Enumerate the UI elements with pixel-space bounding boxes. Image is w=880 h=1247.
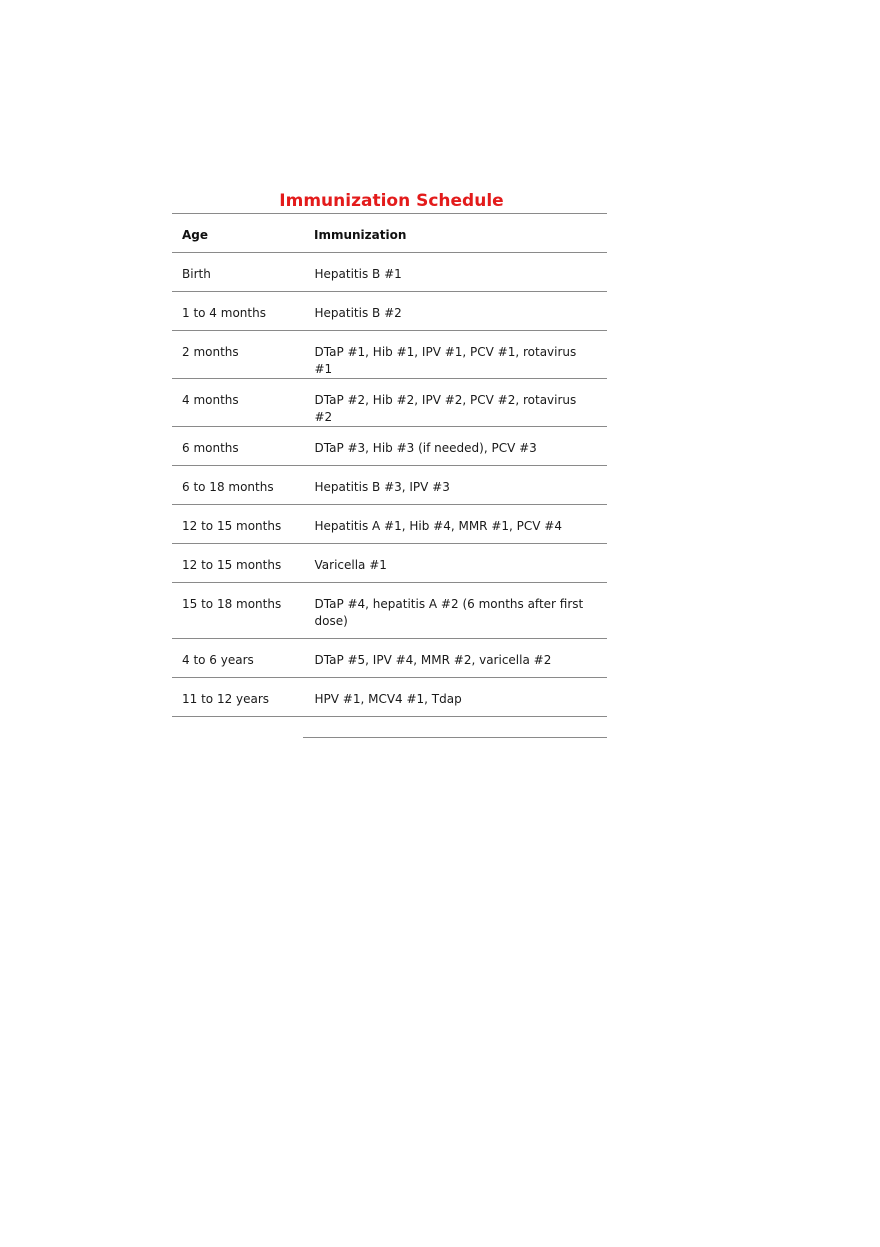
immunization-cell: DTaP #1, Hib #1, IPV #1, PCV #1, rotavirus #1 [304,331,607,379]
table-row [172,292,607,331]
age-cell: Birth [172,253,304,292]
age-cell: 4 months [172,379,304,427]
table-row [172,505,607,544]
age-cell: 12 to 15 months [172,505,304,544]
table-row [172,466,607,505]
immunization-cell: DTaP #3, Hib #3 (if needed), PCV #3 [304,427,607,466]
age-cell: 6 to 18 months [172,466,304,505]
age-cell: 12 to 15 months [172,544,304,583]
immunization-table [172,213,607,717]
age-cell: 4 to 6 years [172,639,304,678]
immunization-cell: HPV #1, MCV4 #1, Tdap [304,678,607,717]
document-body [172,190,607,717]
immunization-cell: Hepatitis B #3, IPV #3 [304,466,607,505]
age-cell: 15 to 18 months [172,583,304,639]
age-cell: 11 to 12 years [172,678,304,717]
table-row [172,544,607,583]
immunization-cell: DTaP #2, Hib #2, IPV #2, PCV #2, rotavirus #2 [304,379,607,427]
table-header-row [172,214,607,253]
table-row [172,678,607,717]
table-row [172,331,607,379]
age-cell: 1 to 4 months [172,292,304,331]
table-row [172,639,607,678]
immunization-cell: Hepatitis B #2 [304,292,607,331]
column-header-age: Age [172,214,304,253]
immunization-cell: DTaP #5, IPV #4, MMR #2, varicella #2 [304,639,607,678]
page-title: Immunization Schedule [279,191,504,211]
immunization-cell: Hepatitis A #1, Hib #4, MMR #1, PCV #4 [304,505,607,544]
trailing-divider [303,737,607,738]
immunization-cell: Varicella #1 [304,544,607,583]
column-header-immunization: Immunization [304,214,607,253]
table-row [172,253,607,292]
table-row [172,583,607,639]
immunization-cell: DTaP #4, hepatitis A #2 (6 months after first dose) [304,583,607,639]
table-row [172,379,607,427]
immunization-cell: Hepatitis B #1 [304,253,607,292]
age-cell: 6 months [172,427,304,466]
age-cell: 2 months [172,331,304,379]
table-row [172,427,607,466]
